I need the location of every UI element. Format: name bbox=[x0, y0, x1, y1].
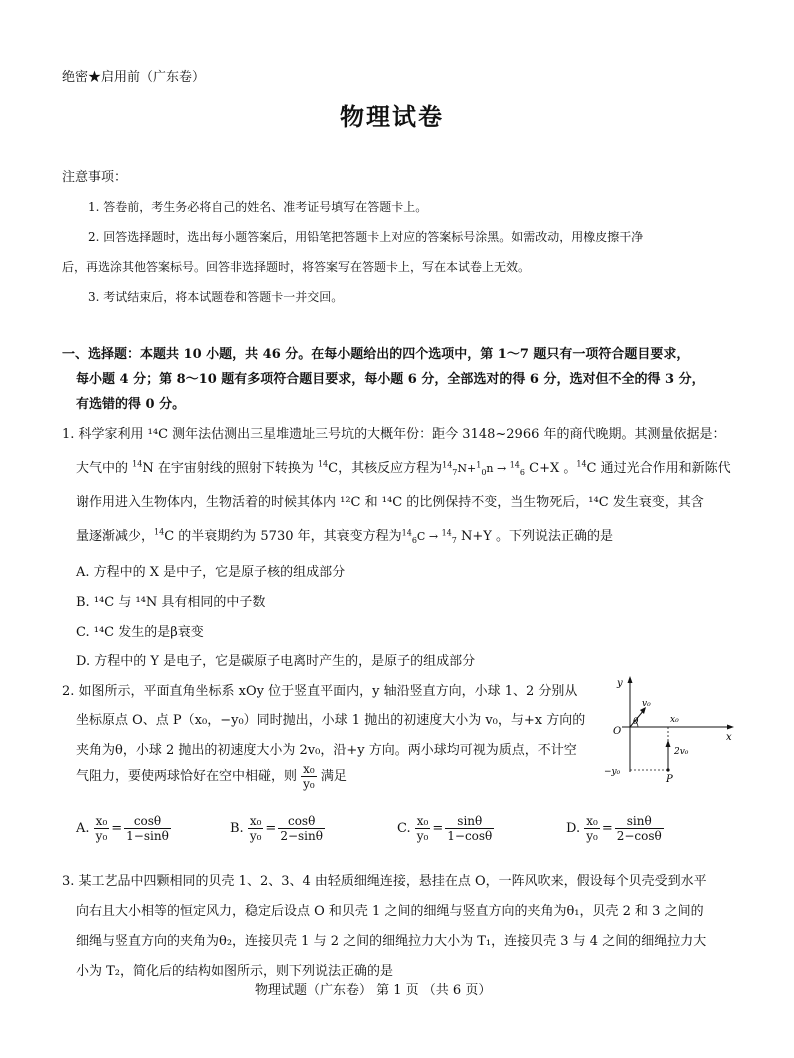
q2-line-3: 夹角为θ，小球 2 抛出的初速度大小为 2v₀，沿+y 方向。两小球均可视为质点，不计空 bbox=[76, 743, 577, 758]
point-p-label: P bbox=[666, 774, 673, 784]
notice-item-1: 1. 答卷前，考生务必将自己的姓名、准考证号填写在答题卡上。 bbox=[88, 200, 428, 214]
theta-label: θ bbox=[633, 717, 639, 727]
x0-label: x₀ bbox=[670, 715, 679, 725]
y-axis-label: y bbox=[617, 678, 623, 689]
q1-line-2: 大气中的 $^{14}$N 在宇宙射线的照射下转换为 $^{14}$C，其核反应方程为$^{14}_7$N+$^1_0$n → $^{14}_6$ C+X 。$^{14}$C 通过光合作用和新陈代 bbox=[76, 459, 731, 478]
q2-option-c: C. $\frac{\text{x₀}}{\text{y₀}}$ = $\frac{\sin\theta}{1-\cos\theta}$ bbox=[397, 814, 493, 843]
notice-item-3: 3. 考试结束后，将本试题卷和答题卡一并交回。 bbox=[88, 290, 344, 304]
q3-line-4: 小为 T₂，简化后的结构如图所示，则下列说法正确的是 bbox=[76, 964, 394, 979]
q3-line-2: 向右且大小相等的恒定风力，稳定后设点 O 和贝壳 1 之间的细绳与竖直方向的夹角为θ₁，贝壳 2 和 3 之间的 bbox=[76, 904, 704, 919]
y-axis-arrow bbox=[628, 676, 633, 683]
neg-y0-label: −y₀ bbox=[604, 767, 621, 777]
q1-option-c: C. ¹⁴C 发生的是β衰变 bbox=[76, 625, 204, 640]
q2-option-b: B. $\frac{\text{x₀}}{\text{y₀}}$ = $\frac{\cos\theta}{2-\sin\theta}$ bbox=[230, 814, 323, 843]
origin-label: O bbox=[613, 726, 622, 737]
section1-line-1: 一、选择题：本题共 10 小题，共 46 分。在每小题给出的四个选项中，第 1～7 题只有一项符合题目要求， bbox=[62, 347, 690, 362]
q1-line-1: 1. 科学家利用 ¹⁴C 测年法估测出三星堆遗址三号坑的大概年份：距今 3148~2966 年的商代晚期。其测量依据是： bbox=[62, 427, 726, 442]
page-footer: 物理试题（广东卷） 第 1 页 （共 6 页） bbox=[255, 983, 492, 998]
q2-line-2: 坐标原点 O、点 P（x₀，−y₀）同时抛出，小球 1 抛出的初速度大小为 v₀，与+x 方向的 bbox=[76, 713, 586, 728]
section1-line-2: 每小题 4 分；第 8～10 题有多项符合题目要求，每小题 6 分，全部选对的得 6 分，选对但不全的得 3 分， bbox=[76, 372, 705, 387]
notice-item-2-cont: 后，再选涂其他答案标号。回答非选择题时，将答案写在答题卡上，写在本试卷上无效。 bbox=[62, 260, 531, 274]
x-axis-arrow bbox=[727, 725, 734, 730]
notice-item-2: 2. 回答选择题时，选出每小题答案后，用铅笔把答题卡上对应的答案标号涂黑。如需改动，用橡皮擦干净 bbox=[88, 230, 644, 244]
section1-line-3: 有选错的得 0 分。 bbox=[76, 397, 186, 412]
notice-heading: 注意事项： bbox=[62, 170, 128, 185]
point-p bbox=[666, 768, 669, 771]
q1-line-4: 量逐渐减少，$^{14}$C 的半衰期约为 5730 年，其衰变方程为$^{14}_6$C → $^{14}_7$ N+Y 。下列说法正确的是 bbox=[76, 527, 613, 546]
q2-line-1: 2. 如图所示，平面直角坐标系 xOy 位于竖直平面内，y 轴沿竖直方向，小球 1、2 分别从 bbox=[62, 684, 578, 699]
q3-line-1: 3. 某工艺品中四颗相同的贝壳 1、2、3、4 由轻质细绳连接，悬挂在点 O，一阵风吹来，假设每个贝壳受到水平 bbox=[62, 874, 707, 889]
x-axis-label: x bbox=[726, 732, 732, 743]
q1-option-d: D. 方程中的 Y 是电子，它是碳原子电离时产生的，是原子的组成部分 bbox=[76, 654, 476, 669]
v2-label: 2v₀ bbox=[674, 747, 689, 757]
q2-option-d: D. $\frac{\text{x₀}}{\text{y₀}}$ = $\frac{\sin\theta}{2-\cos\theta}$ bbox=[566, 814, 662, 843]
v2-arrow bbox=[666, 740, 671, 747]
q1-line-3: 谢作用进入生物体内，生物活着的时候其体内 ¹²C 和 ¹⁴C 的比例保持不变，当生物死后，¹⁴C 发生衰变，其含 bbox=[76, 495, 704, 510]
q2-line-4: 气阻力，要使两球恰好在空中相碰，则 $\frac{\text{x₀}}{\text{y₀}}$ 满足 bbox=[76, 762, 347, 791]
q2-figure bbox=[600, 672, 740, 784]
v0-label: v₀ bbox=[642, 699, 651, 709]
q3-line-3: 细绳与竖直方向的夹角为θ₂，连接贝壳 1 与 2 之间的细绳拉力大小为 T₁，连接贝壳 3 与 4 之间的细绳拉力大 bbox=[76, 934, 707, 949]
secret-label: 绝密★启用前（广东卷） bbox=[62, 70, 206, 85]
q1-option-b: B. ¹⁴C 与 ¹⁴N 具有相同的中子数 bbox=[76, 595, 266, 610]
q1-option-a: A. 方程中的 X 是中子，它是原子核的组成部分 bbox=[76, 565, 346, 580]
page-title: 物理试卷 bbox=[340, 102, 444, 131]
q2-ratio: $\frac{\text{x₀}}{\text{y₀}}$ bbox=[303, 762, 315, 791]
q2-option-a: A. $\frac{\text{x₀}}{\text{y₀}}$ = $\frac{\cos\theta}{1-\sin\theta}$ bbox=[76, 814, 169, 843]
